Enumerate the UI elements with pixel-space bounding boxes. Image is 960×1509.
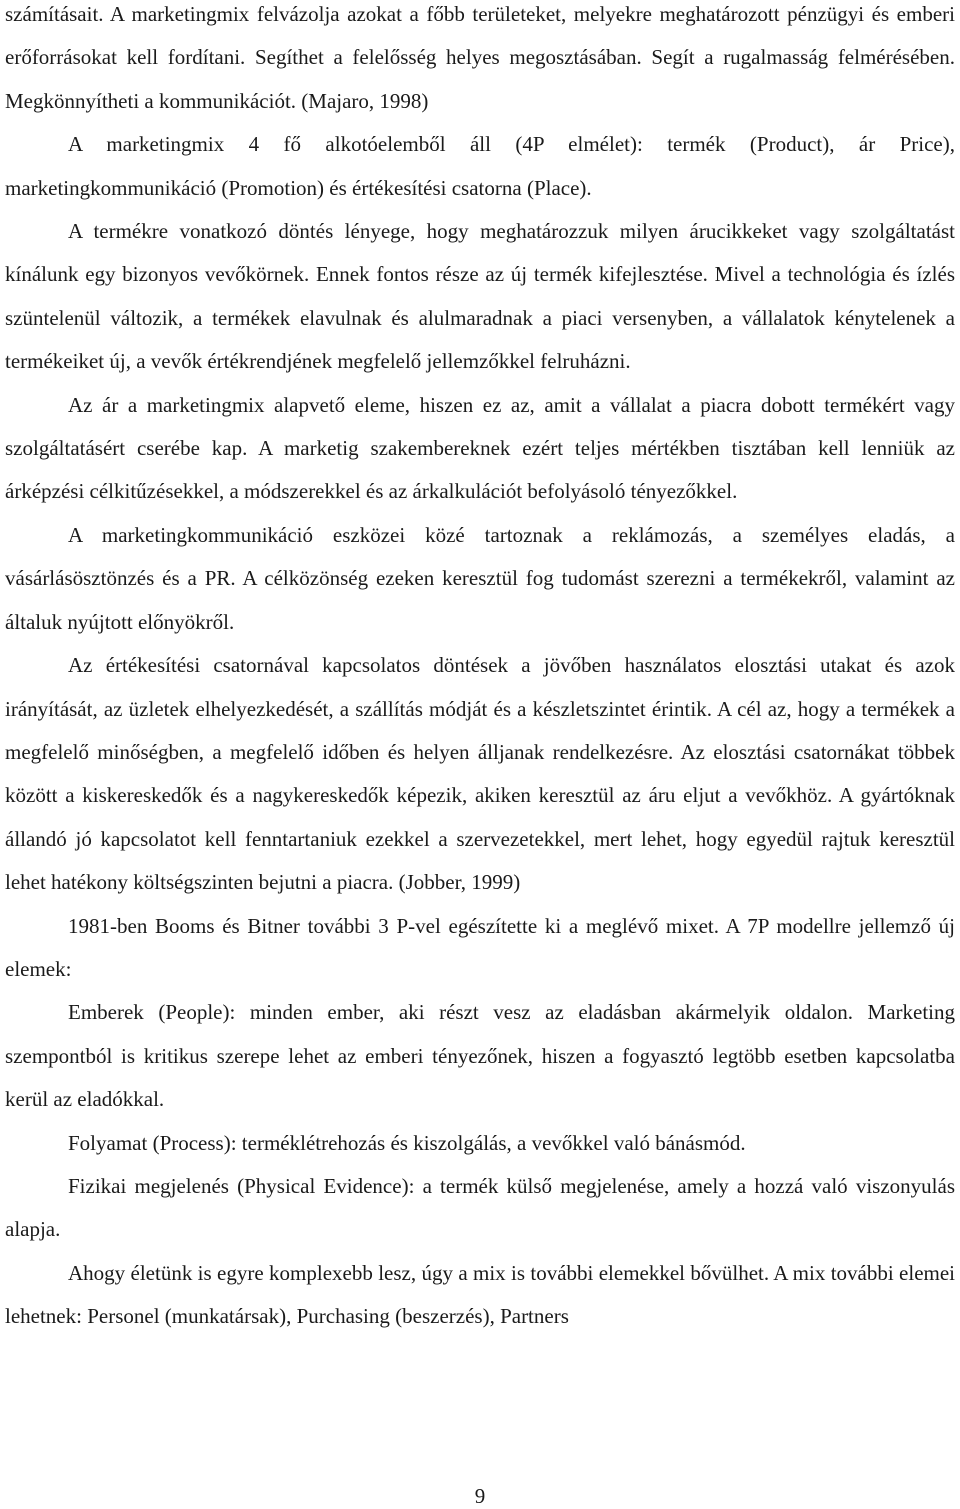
paragraph-promotion: A marketingkommunikáció eszközei közé tartoznak a reklámozás, a személyes eladás, a vásárlásösztönzés és a PR. A célközönség ezeken keresztül fog tudomást szerezni a termékekről, valamint az általuk nyújtott előnyökről. — [5, 522, 955, 634]
paragraph-price: Az ár a marketingmix alapvető eleme, hiszen ez az, amit a vállalat a piacra dobott termékért vagy szolgáltatásért cserébe kap. A marketig szakembereknek ezért teljes mértékben tisztában kell lenniük az árképzési célkitűzésekkel, a módszerekkel és az árkalkulációt befolyásoló tényezőkkel. — [5, 392, 955, 504]
paragraph-7p-model: 1981-ben Booms és Bitner további 3 P-vel egészítette ki a meglévő mixet. A 7P modellre jellemző új elemek: — [5, 913, 955, 981]
paragraph-place: Az értékesítési csatornával kapcsolatos döntések a jövőben használatos elosztási utakat és azok irányítását, az üzletek elhelyezkedését, a szállítás módját és a készletszintet érintik. A cél az, hogy a termékek a megfelelő minőségben, a megfelelő időben és helyen álljanak rendelkezésre. Az elosztási csatornákat többek között a kiskereskedők és a nagykereskedők képezik, akiken keresztül az áru eljut a vevőkhöz. A gyártóknak állandó jó kapcsolatot kell fenntartaniuk ezekkel a szervezetekkel, mert lehet, hogy egyedül rajtuk keresztül lehet hatékony költségszinten bejutni a piacra. (Jobber, 1999) — [5, 653, 955, 895]
paragraph-physical-evidence: Fizikai megjelenés (Physical Evidence): a termék külső megjelenése, amely a hozzá való viszonyulás alapja. — [5, 1173, 955, 1242]
paragraph-continuation: számításait. A marketingmix felvázolja azokat a főbb területeket, melyekre meghatározott pénzügyi és emberi erőforrásokat kell fordítani. Segíthet a felelősség helyes megosztásában. Segít a rugalmasság felmérésében. Megkönnyítheti a kommunikációt. (Majaro, 1998) — [5, 2, 955, 113]
paragraph-people: Emberek (People): minden ember, aki részt vesz az eladásban akármelyik oldalon. Marketing szempontból is kritikus szerepe lehet az emberi tényezőnek, hiszen a fogyasztó legtöbb esetben kapcsolatba kerül az eladókkal. — [5, 1000, 955, 1112]
paragraph-4p-model: A marketingmix 4 fő alkotóelemből áll (4P elmélet): termék (Product), ár Price), marketingkommunikáció (Promotion) és értékesítési csatorna (Place). — [5, 132, 955, 200]
paragraph-product: A termékre vonatkozó döntés lényege, hogy meghatározzuk milyen árucikkeket vagy szolgáltatást kínálunk egy bizonyos vevőkörnek. Ennek fontos része az új termék kifejlesztése. Mivel a technológia és ízlés szüntelenül változik, a termékek elavulnak és alulmaradnak a piaci versenyben, a vállalatok kénytelenek a termékeiket új, a vevők értékrendjének megfelelő jellemzőkkel felruházni. — [5, 219, 955, 374]
paragraph-process: Folyamat (Process): terméklétrehozás és kiszolgálás, a vevőkkel való bánásmód. — [68, 1130, 746, 1155]
paragraph-further-elements: Ahogy életünk is egyre komplexebb lesz, úgy a mix is további elemekkel bővülhet. A mix további elemei lehetnek: Personel (munkatársak), Purchasing (beszerzés), Partners — [5, 1260, 955, 1329]
page-number: 9 — [474, 1484, 486, 1508]
document-page — [5, 0, 955, 1339]
